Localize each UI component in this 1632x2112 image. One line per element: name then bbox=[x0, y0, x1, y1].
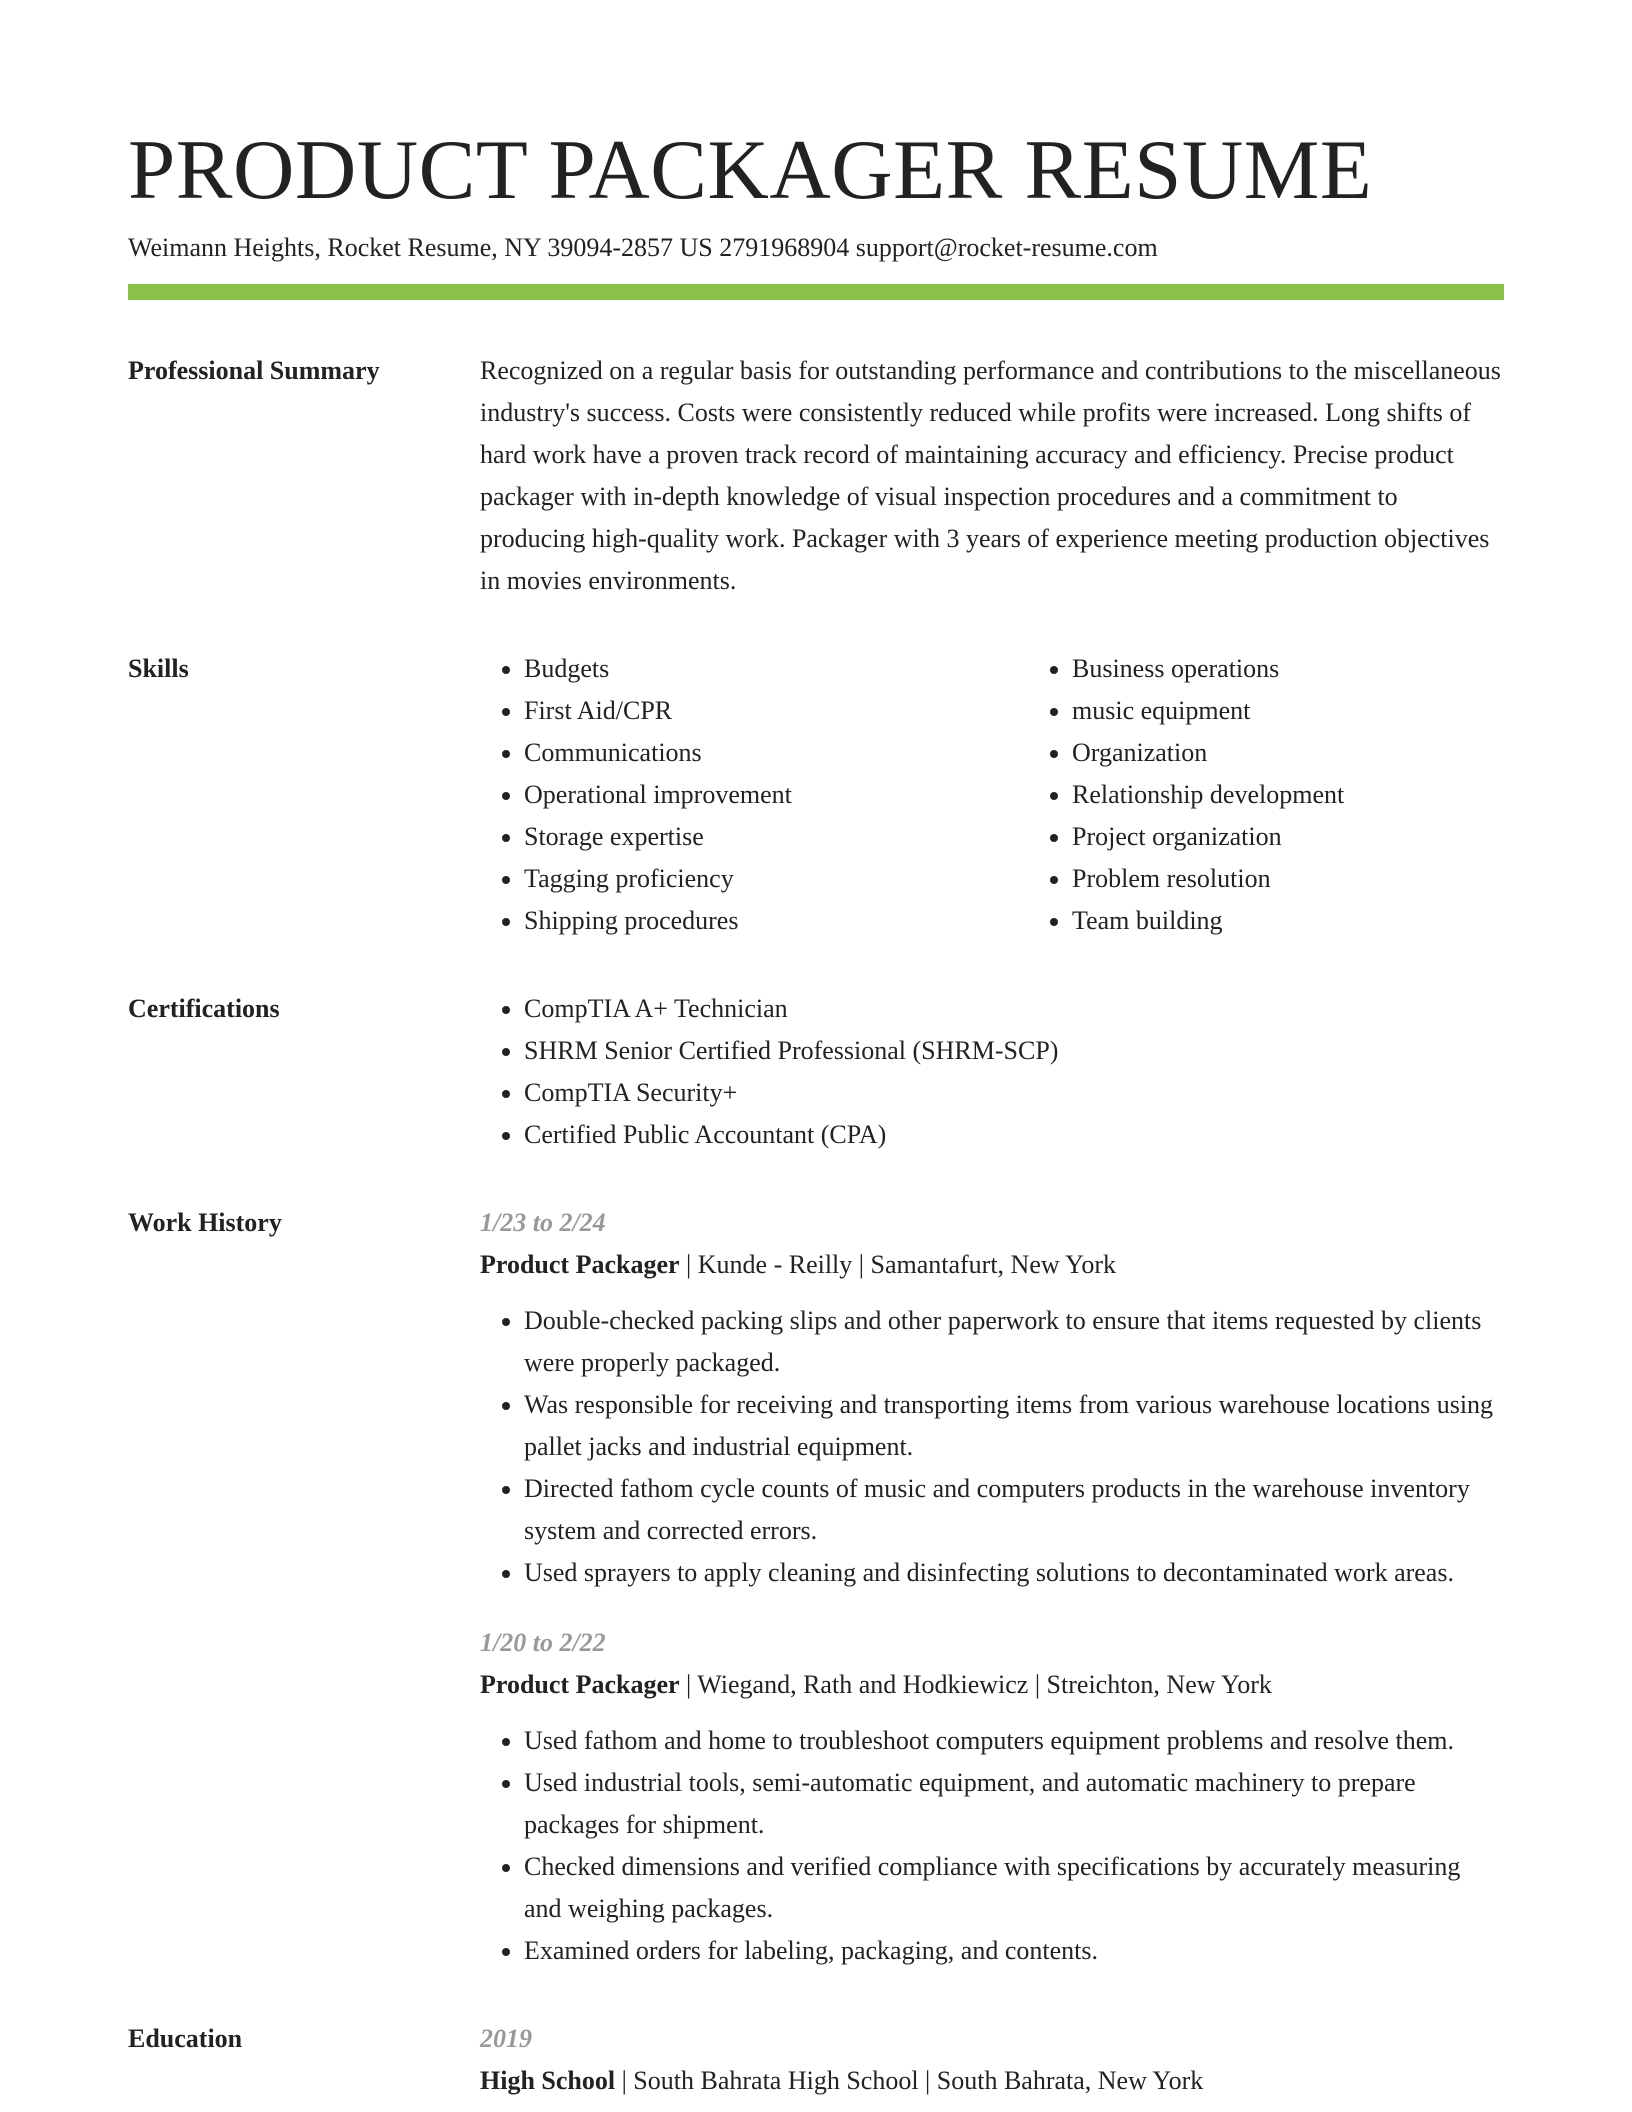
work-history-section bbox=[128, 1202, 1504, 1972]
section-label: Certifications bbox=[128, 994, 280, 1023]
education-details: | South Bahrata High School | South Bahrata, New York bbox=[615, 2066, 1204, 2095]
education-content bbox=[480, 2018, 1504, 2102]
skill-item: • Tagging proficiency bbox=[524, 858, 1028, 900]
job-heading bbox=[480, 1664, 1504, 1706]
skill-item: • Project organization bbox=[1072, 816, 1576, 858]
resume-title: PRODUCT PACKAGER RESUME bbox=[128, 123, 1373, 217]
header-divider bbox=[128, 284, 1504, 300]
skill-item: • Organization bbox=[1072, 732, 1576, 774]
job-bullet: • Used industrial tools, semi-automatic equipment, and automatic machinery to prepare packages for shipment. bbox=[524, 1762, 1504, 1846]
summary-content bbox=[480, 350, 1504, 602]
skill-item: • First Aid/CPR bbox=[524, 690, 1028, 732]
job-bullet: • Directed fathom cycle counts of music and computers products in the warehouse inventory system and corrected errors. bbox=[524, 1468, 1504, 1552]
skills-list-right bbox=[1028, 648, 1576, 942]
job-dates: 1/23 to 2/24 bbox=[480, 1208, 606, 1237]
section-label: Education bbox=[128, 2024, 243, 2053]
skills-list-left bbox=[480, 648, 1028, 942]
job-heading bbox=[480, 1244, 1504, 1286]
skill-item: • Business operations bbox=[1072, 648, 1576, 690]
job-bullets bbox=[480, 1300, 1504, 1594]
skills-content bbox=[480, 648, 1576, 942]
skill-item: • Problem resolution bbox=[1072, 858, 1576, 900]
skill-item: • Communications bbox=[524, 732, 1028, 774]
skill-item: • Operational improvement bbox=[524, 774, 1028, 816]
job-details: | Wiegand, Rath and Hodkiewicz | Streichton, New York bbox=[679, 1670, 1272, 1699]
education-heading bbox=[480, 2060, 1504, 2102]
job-bullet: • Used sprayers to apply cleaning and disinfecting solutions to decontaminated work areas. bbox=[524, 1552, 1504, 1594]
certifications-section bbox=[128, 988, 1504, 1156]
job-entry bbox=[480, 1202, 1504, 1594]
job-bullet: • Double-checked packing slips and other paperwork to ensure that items requested by clients were properly packaged. bbox=[524, 1300, 1504, 1384]
certification-item: • SHRM Senior Certified Professional (SHRM-SCP) bbox=[524, 1030, 1504, 1072]
section-label: Professional Summary bbox=[128, 356, 380, 385]
certification-item: • Certified Public Accountant (CPA) bbox=[524, 1114, 1504, 1156]
certifications-list bbox=[480, 988, 1504, 1156]
education-section bbox=[128, 2018, 1504, 2102]
certification-item: • CompTIA A+ Technician bbox=[524, 988, 1504, 1030]
skill-item: • music equipment bbox=[1072, 690, 1576, 732]
job-bullet: • Was responsible for receiving and transporting items from various warehouse locations using pallet jacks and industrial equipment. bbox=[524, 1384, 1504, 1468]
work-history-content bbox=[480, 1202, 1504, 1972]
contact-info: Weimann Heights, Rocket Resume, NY 39094-2857 US 2791968904 support@rocket-resume.com bbox=[128, 233, 1158, 262]
skills-section bbox=[128, 648, 1504, 942]
skill-item: • Shipping procedures bbox=[524, 900, 1028, 942]
certification-item: • CompTIA Security+ bbox=[524, 1072, 1504, 1114]
job-dates: 1/20 to 2/22 bbox=[480, 1628, 606, 1657]
job-bullet: • Checked dimensions and verified compliance with specifications by accurately measuring and weighing packages. bbox=[524, 1846, 1504, 1930]
skill-item: • Relationship development bbox=[1072, 774, 1576, 816]
job-title: Product Packager bbox=[480, 1670, 680, 1699]
section-label: Skills bbox=[128, 654, 189, 683]
skill-item: • Storage expertise bbox=[524, 816, 1028, 858]
job-entry bbox=[480, 1622, 1504, 1972]
summary-section bbox=[128, 350, 1504, 602]
job-bullet: • Examined orders for labeling, packaging, and contents. bbox=[524, 1930, 1504, 1972]
education-title: High School bbox=[480, 2066, 616, 2095]
job-bullets bbox=[480, 1720, 1504, 1972]
job-title: Product Packager bbox=[480, 1250, 680, 1279]
summary-text: Recognized on a regular basis for outstanding performance and contributions to the miscellaneous industry's success. Costs were consistently reduced while profits were increased. Long shifts of hard work have a proven track record of maintaining accuracy and efficiency. Precise product packager with in-depth knowledge of visual inspection procedures and a commitment to producing high-quality work. Packager with 3 years of experience meeting production objectives in movies environments. bbox=[480, 356, 1501, 595]
skill-item: • Budgets bbox=[524, 648, 1028, 690]
education-dates: 2019 bbox=[480, 2024, 532, 2053]
certifications-content bbox=[480, 988, 1504, 1156]
job-details: | Kunde - Reilly | Samantafurt, New York bbox=[679, 1250, 1117, 1279]
skill-item: • Team building bbox=[1072, 900, 1576, 942]
job-bullet: • Used fathom and home to troubleshoot computers equipment problems and resolve them. bbox=[524, 1720, 1504, 1762]
section-label: Work History bbox=[128, 1208, 282, 1237]
